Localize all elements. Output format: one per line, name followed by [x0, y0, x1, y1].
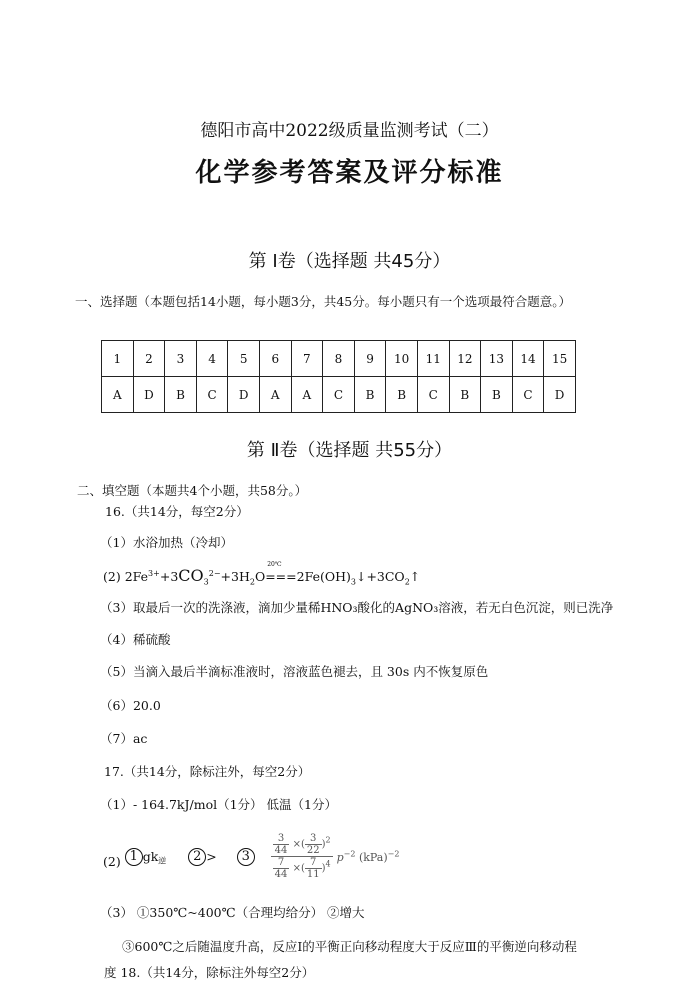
number: 3: [305, 833, 322, 845]
q16-answer-6: （6）20.0: [100, 698, 161, 713]
exponent: 2: [325, 835, 331, 845]
answer-cell: D: [544, 377, 576, 413]
subscript: 2: [249, 577, 255, 587]
part1-title: 第 Ⅰ卷（选择题 共45分）: [248, 251, 451, 272]
q17-answer-1: （1）- 164.7kJ/mol（1分） 低温（1分）: [100, 797, 337, 812]
question-number-cell: 12: [449, 341, 481, 377]
answer-cell: C: [196, 377, 228, 413]
answer-table: [101, 340, 576, 413]
exponent: −2: [343, 849, 356, 859]
answer-label: (2): [103, 569, 121, 584]
answer-cell: D: [228, 377, 260, 413]
equation-term: 2Fe: [124, 569, 149, 584]
answer-cell: C: [323, 377, 355, 413]
question-number-cell: 4: [196, 341, 228, 377]
q17-answer-2: [103, 833, 399, 880]
answer-cell: D: [133, 377, 165, 413]
answer-text: gk: [142, 849, 159, 864]
subscript: 逆: [158, 856, 167, 866]
question-number-cell: 14: [512, 341, 544, 377]
question-number-cell: 7: [291, 341, 323, 377]
q17-answer-3-continued-2: 度 18.（共14分，除标注外每空2分）: [104, 965, 315, 980]
equilibrium-constant-expression: [271, 833, 333, 880]
answer-cell: C: [512, 377, 544, 413]
question-number-cell: 6: [259, 341, 291, 377]
question-number-cell: 9: [354, 341, 386, 377]
circled-number: 1: [125, 848, 143, 866]
equation-term: O: [254, 569, 266, 584]
circled-number: 2: [188, 848, 206, 866]
answer-cell: A: [259, 377, 291, 413]
answer-cell: B: [165, 377, 197, 413]
answer-cell: B: [449, 377, 481, 413]
table-row-answers: [102, 377, 576, 413]
number: 7: [273, 857, 290, 869]
answer-text: >: [206, 849, 217, 864]
part1-instructions: 一、选择题（本题包括14小题，每小题3分，共45分。每小题只有一个选项最符合题意。）: [75, 294, 572, 309]
q16-answer-7: （7）ac: [100, 731, 148, 746]
exponent: −2: [387, 849, 400, 859]
question-number-cell: 3: [165, 341, 197, 377]
question-number-cell: 5: [228, 341, 260, 377]
q16-answer-1: （1）水浴加热（冷却）: [100, 535, 233, 550]
number: 3: [273, 833, 290, 845]
number: 44: [274, 845, 288, 856]
q17-answer-3-continued: ③600℃之后随温度升高，反应Ⅰ的平衡正向移动程度大于反应Ⅲ的平衡逆向移动程: [122, 939, 577, 954]
q16-answer-5: （5）当滴入最后半滴标准液时，溶液蓝色褪去，且 30s 内不恢复原色: [100, 664, 489, 679]
q16-answer-2: [103, 561, 421, 587]
question-number-cell: 2: [133, 341, 165, 377]
circled-number: 3: [237, 848, 255, 866]
answer-label: (2): [103, 854, 121, 869]
unit: (kPa): [358, 850, 388, 864]
exponent: 4: [325, 859, 331, 869]
answer-cell: A: [291, 377, 323, 413]
number: 44: [274, 869, 288, 880]
q16-answer-4: （4）稀硫酸: [100, 632, 171, 647]
equation-term: 2Fe(OH): [296, 569, 351, 584]
subscript: 3: [203, 577, 209, 587]
q16-header: 16.（共14分，每空2分）: [105, 504, 249, 519]
fraction-denominator: $\frac{7}{44}$ ×( $\frac{7}{11}$ )$^4$: [274, 857, 331, 880]
equals-sign: ===: [265, 569, 297, 584]
q17-header: 17.（共14分，除标注外，每空2分）: [104, 764, 311, 779]
number: 22: [306, 845, 320, 856]
q16-answer-3: （3）取最后一次的洗涤液，滴加少量稀HNO₃酸化的AgNO₃溶液，若无白色沉淀，则已洗净: [100, 600, 614, 615]
gas-arrow: ↑: [409, 569, 421, 584]
number: 11: [306, 869, 320, 880]
equation-term: +3: [159, 569, 179, 584]
answer-cell: B: [481, 377, 513, 413]
pressure-symbol: p: [336, 850, 344, 864]
answer-cell: B: [354, 377, 386, 413]
subscript: 2: [404, 577, 410, 587]
answer-cell: A: [102, 377, 134, 413]
answer-cell: B: [386, 377, 418, 413]
q17-answer-3: （3） ①350℃~400℃（合理均给分） ②增大: [100, 905, 365, 920]
charge: 3+: [148, 568, 160, 578]
charge: 2−: [208, 568, 221, 578]
part2-title: 第 Ⅱ卷（选择题 共55分）: [246, 440, 453, 461]
question-number-cell: 15: [544, 341, 576, 377]
question-number-cell: 11: [417, 341, 449, 377]
table-row-numbers: [102, 341, 576, 377]
equation-term: ↓+3CO: [355, 569, 405, 584]
question-number-cell: 10: [386, 341, 418, 377]
question-number-cell: 8: [323, 341, 355, 377]
exam-title: 德阳市高中2022级质量监测考试（二）: [200, 121, 499, 141]
answer-cell: C: [417, 377, 449, 413]
reaction-condition: 20℃: [267, 561, 282, 568]
question-number-cell: 1: [102, 341, 134, 377]
subscript: 3: [350, 577, 356, 587]
question-number-cell: 13: [481, 341, 513, 377]
equation-term: +3H: [220, 569, 250, 584]
part2-instructions: 二、填空题（本题共4个小题，共58分。）: [77, 483, 308, 498]
document-title: 化学参考答案及评分标准: [195, 158, 504, 188]
equation-term: CO: [178, 566, 204, 585]
number: 7: [305, 857, 322, 869]
fraction-numerator: $\frac{3}{44}$ ×( $\frac{3}{22}$ )$^2$: [271, 833, 333, 857]
